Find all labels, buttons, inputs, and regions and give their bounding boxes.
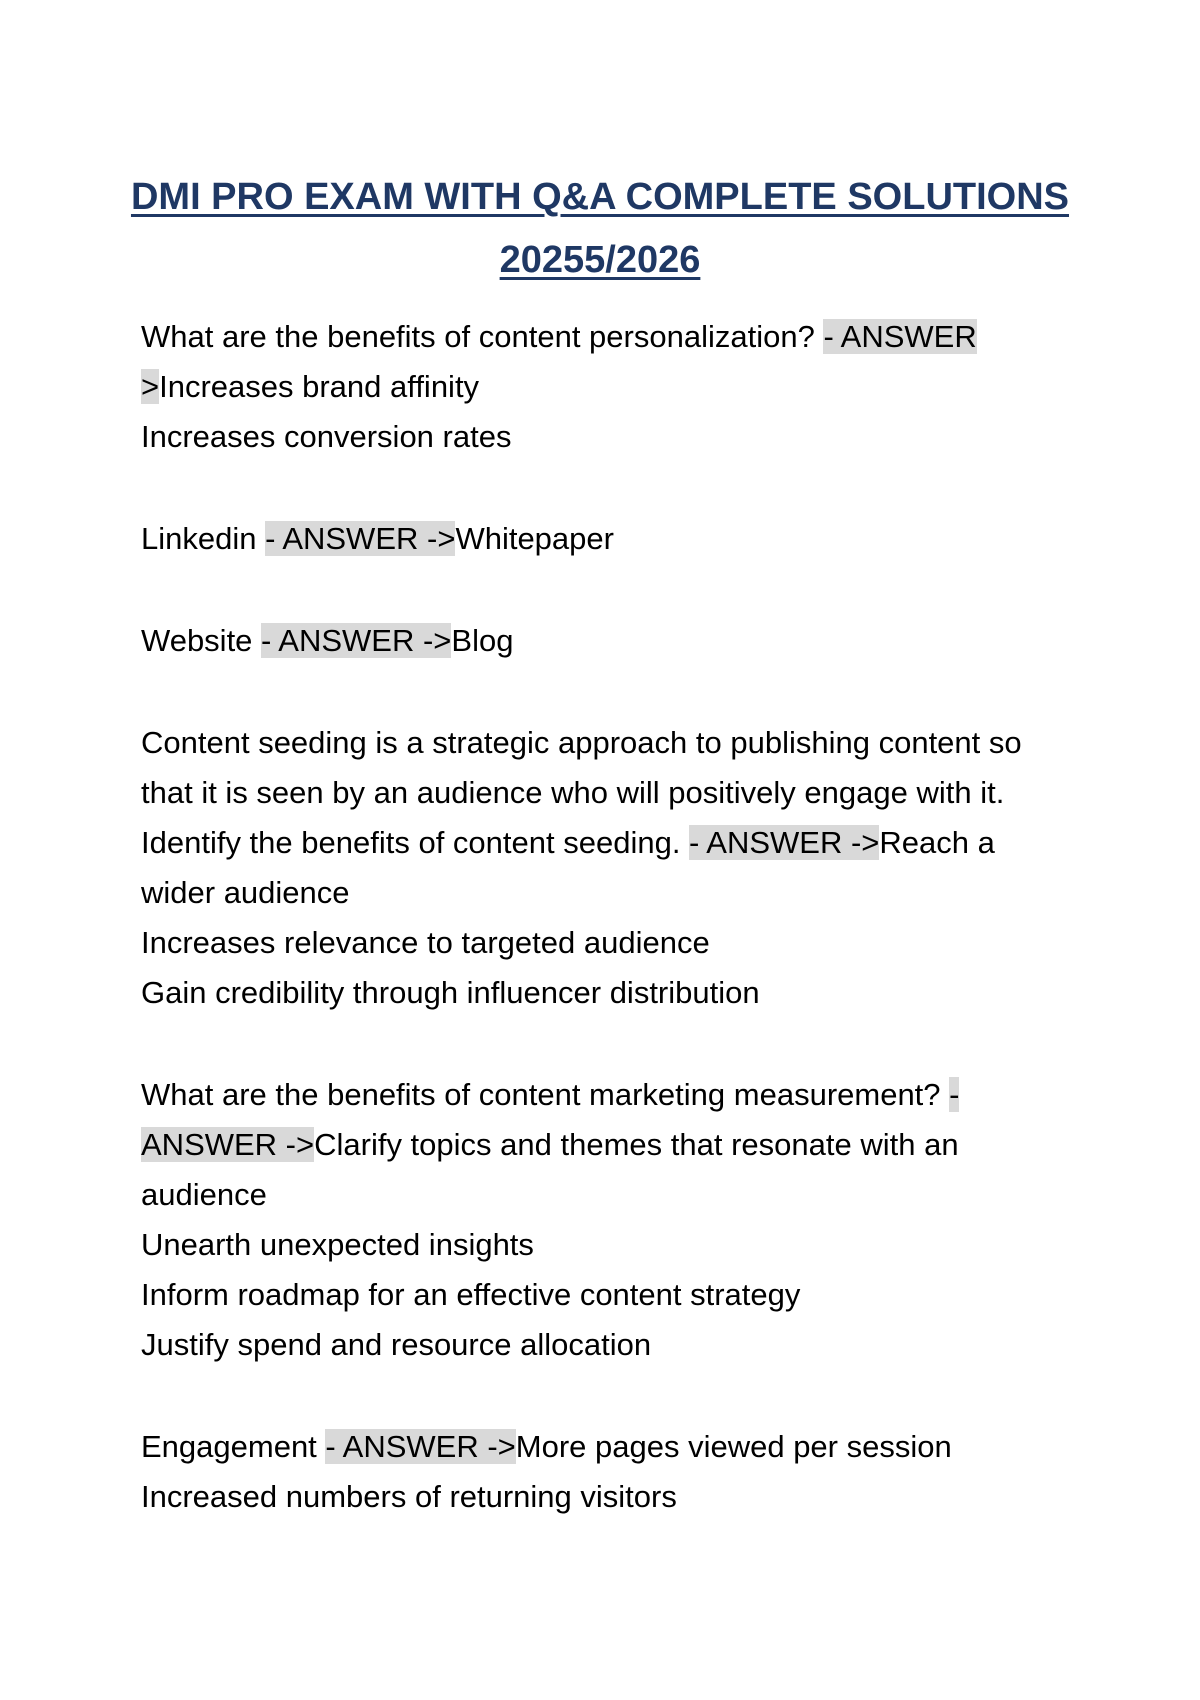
answer-line: Increases conversion rates	[141, 419, 512, 454]
question-line: Content seeding is a strategic approach to publishing content so	[141, 725, 1022, 760]
qa-item-engagement	[141, 1422, 1081, 1522]
answer-line: audience	[141, 1177, 267, 1212]
qa-item-linkedin	[141, 514, 1081, 564]
answer-text: More pages viewed per session	[515, 1429, 952, 1464]
answer-marker: - ANSWER ->	[689, 825, 880, 860]
answer-marker: - ANSWER ->	[265, 521, 456, 556]
question-line	[141, 616, 1081, 666]
title-line-1: DMI PRO EXAM WITH Q&A COMPLETE SOLUTIONS	[130, 176, 1070, 218]
question-line	[141, 818, 1081, 868]
question-line: that it is seen by an audience who will positively engage with it.	[141, 775, 1005, 810]
answer-marker: -	[949, 1077, 960, 1112]
question-text: Website	[141, 623, 262, 658]
question-line	[141, 514, 1081, 564]
qa-item-personalization	[141, 312, 1081, 462]
question-text: What are the benefits of content marketing measurement?	[141, 1077, 950, 1112]
answer-line	[141, 362, 1081, 412]
answer-line: Increased numbers of returning visitors	[141, 1479, 677, 1514]
answer-marker: - ANSWER ->	[261, 623, 452, 658]
document-title	[100, 166, 1100, 292]
answer-text: Blog	[451, 623, 514, 658]
answer-line: Justify spend and resource allocation	[141, 1327, 652, 1362]
answer-line	[141, 1120, 1081, 1170]
answer-text: Whitepaper	[455, 521, 614, 556]
question-line	[141, 1422, 1081, 1472]
answer-line: Inform roadmap for an effective content strategy	[141, 1277, 801, 1312]
answer-text: Increases brand affinity	[159, 369, 480, 404]
qa-item-measurement	[141, 1070, 1081, 1370]
title-line-2: 20255/2026	[499, 239, 701, 281]
qa-item-content-seeding	[141, 718, 1081, 1018]
qa-item-website	[141, 616, 1081, 666]
answer-line: Unearth unexpected insights	[141, 1227, 534, 1262]
answer-line: wider audience	[141, 875, 350, 910]
answer-marker-cont: ANSWER ->	[141, 1127, 315, 1162]
answer-line: Increases relevance to targeted audience	[141, 925, 710, 960]
answer-marker: - ANSWER ->	[325, 1429, 516, 1464]
qa-content	[141, 312, 1081, 1522]
question-line	[141, 1070, 1081, 1120]
answer-marker: - ANSWER	[823, 319, 977, 354]
question-text: Identify the benefits of content seeding.	[141, 825, 690, 860]
question-text: What are the benefits of content personalization?	[141, 319, 824, 354]
answer-line: Gain credibility through influencer distribution	[141, 975, 760, 1010]
question-text: Engagement	[141, 1429, 326, 1464]
answer-text: Clarify topics and themes that resonate with an	[314, 1127, 959, 1162]
question-line	[141, 312, 1081, 362]
question-text: Linkedin	[141, 521, 266, 556]
answer-marker-cont: >	[141, 369, 160, 404]
answer-text: Reach a	[879, 825, 995, 860]
